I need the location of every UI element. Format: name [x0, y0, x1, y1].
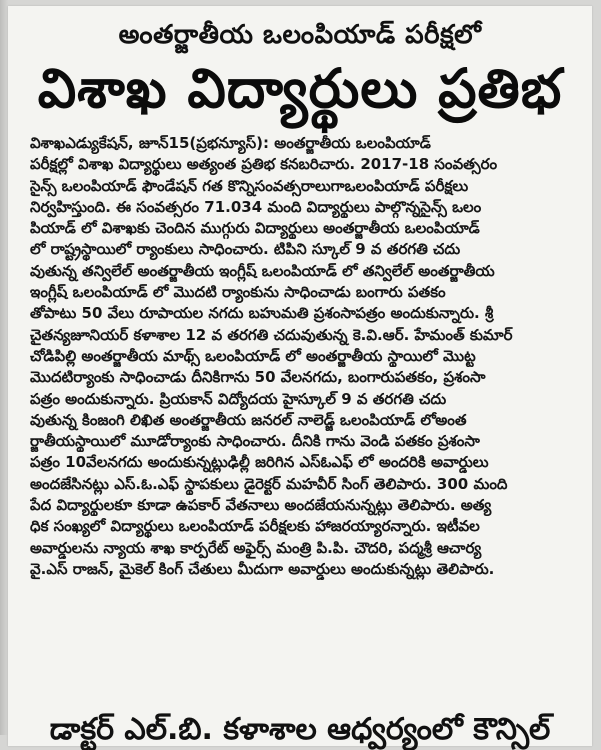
article-headline: విశాఖ విద్యార్థులు ప్రతిభ: [37, 57, 563, 120]
body-line: అవార్డులను న్యాయ శాఖ కార్పరేట్ అఫైర్స్ మంత్రి పి.పి. చౌదరి, పద్మశ్రీ ఆచార్య: [30, 538, 482, 557]
body-line: పియాడ్ లో విశాఖకు చెందిన ముగ్గురు విద్యార్థులు అంతర్జాతీయ ఒలంపియాడ్: [30, 219, 480, 238]
body-line: మొదటిర్యాంకు సాధించాడు దీనికిగాను 50 వేలనగదు, బంగారుపతకం, ప్రశంసా: [30, 368, 486, 387]
body-line: వుతున్న తన్విలేల్ అంతర్జాతీయ ఇంగ్లీష్ ఒలంపియాడ్ లో తన్విలేల్ అంతర్జాతీయ: [30, 261, 495, 280]
body-line: ఇంగ్లీష్ ఒలంపియాడ్ లో మొదటి ర్యాంకును సాధించాడు బంగారు పతకం: [30, 283, 446, 302]
body-line: పత్రం అందుకున్నారు. ప్రియకాన్ విద్యోదయ హైస్కూల్ 9 వ తరగతి చదు: [30, 389, 447, 408]
body-line: అందజేసినట్లు ఎస్.ఓ.ఎఫ్ స్థాపకులు డైరెక్టర్ మహవీర్ సింగ్ తెలిపారు. 300 మంది: [30, 474, 508, 493]
article-body: [30, 133, 578, 580]
body-line: చోడిపిల్లి అంతర్జాతీయ మాథ్స్ ఒలంపియాడ్ లో అంతర్జాతీయ స్థాయిలో మొట్ట: [30, 346, 476, 365]
body-line: లో రాష్ట్రస్థాయిలో ర్యాంకులు సాధించారు. టిపిని స్కూల్ 9 వ తరగతి చదు: [30, 240, 461, 259]
next-article-headline: డాక్టర్ ఎల్.బి. కళాశాల ఆధ్వర్యంలో కౌన్సిల్: [49, 712, 551, 747]
page-edge-shadow: [0, 0, 8, 735]
body-line: ర్జాతీయస్థాయిలో మూడోర్యాంకు సాధించారు. దీనికి గాను వెండి పతకం ప్రశంసా: [30, 432, 480, 451]
body-line: వుతున్న కింజంగి లిఖిత అంతర్జాతీయ జనరల్ నాలెడ్జ్ ఒలంపియాడ్ లోఅంత: [30, 410, 467, 429]
article-kicker: అంతర్జాతీయ ఒలంపియాడ్ పరీక్షలో: [118, 20, 482, 50]
body-line: నిర్వహిస్తుంది. ఈ సంవత్సరం 71.034 మంది విద్యార్థులు పాల్గొన్నసైన్స్ ఒలం: [30, 197, 482, 216]
body-line: చైతన్యజూనియర్ కళాశాల 12 వ తరగతి చదువుతున్న కె.వి.ఆర్. హేమంత్ కుమార్: [30, 325, 513, 344]
body-line: పరీక్షల్లో విశాఖ విద్యార్థులు అత్యంత ప్రతిభ కనబరిచారు. 2017-18 సంవత్సరం: [30, 155, 498, 174]
body-line: సైన్స్ ఒలంపియాడ్ ఫౌండేషన్ గత కొన్నిసంవత్సరాలుగాఒలంపియాడ్ పరీక్షలు: [30, 176, 469, 195]
body-line: ధిక సంఖ్యలో విద్యార్థులు ఒలంపియాడ్ పరీక్షలకు హాజరయ్యారన్నారు. ఇటీవల: [30, 517, 480, 536]
body-line: విశాఖఎడ్యుకేషన్, జూన్15(ప్రభన్యూస్): అంతర్జాతీయ ఒలంపియాడ్: [30, 134, 431, 152]
newspaper-clipping: [8, 6, 592, 746]
body-line: పత్రం 10వేలనగదు అందుకున్నట్లుఢిల్లీ జరిగిన ఎస్ఓఎఫ్ లో అందరికి అవార్డులు: [30, 453, 489, 472]
body-line: తోపాటు 50 వేలు రూపాయల నగదు బహుమతి ప్రశంసాపత్రం అందుకున్నారు. శ్రీ: [30, 304, 494, 323]
body-line: పేద విద్యార్థులకూ కూడా ఉపకార్ వేతనాలు అందజేయనున్నట్లు తెలిపారు. అత్య: [30, 496, 492, 515]
body-line: వై.ఎస్ రాజన్, మైకెల్ కింగ్ చేతులు మీదుగా అవార్డులు అందుకున్నట్లు తెలిపారు.: [30, 559, 495, 578]
